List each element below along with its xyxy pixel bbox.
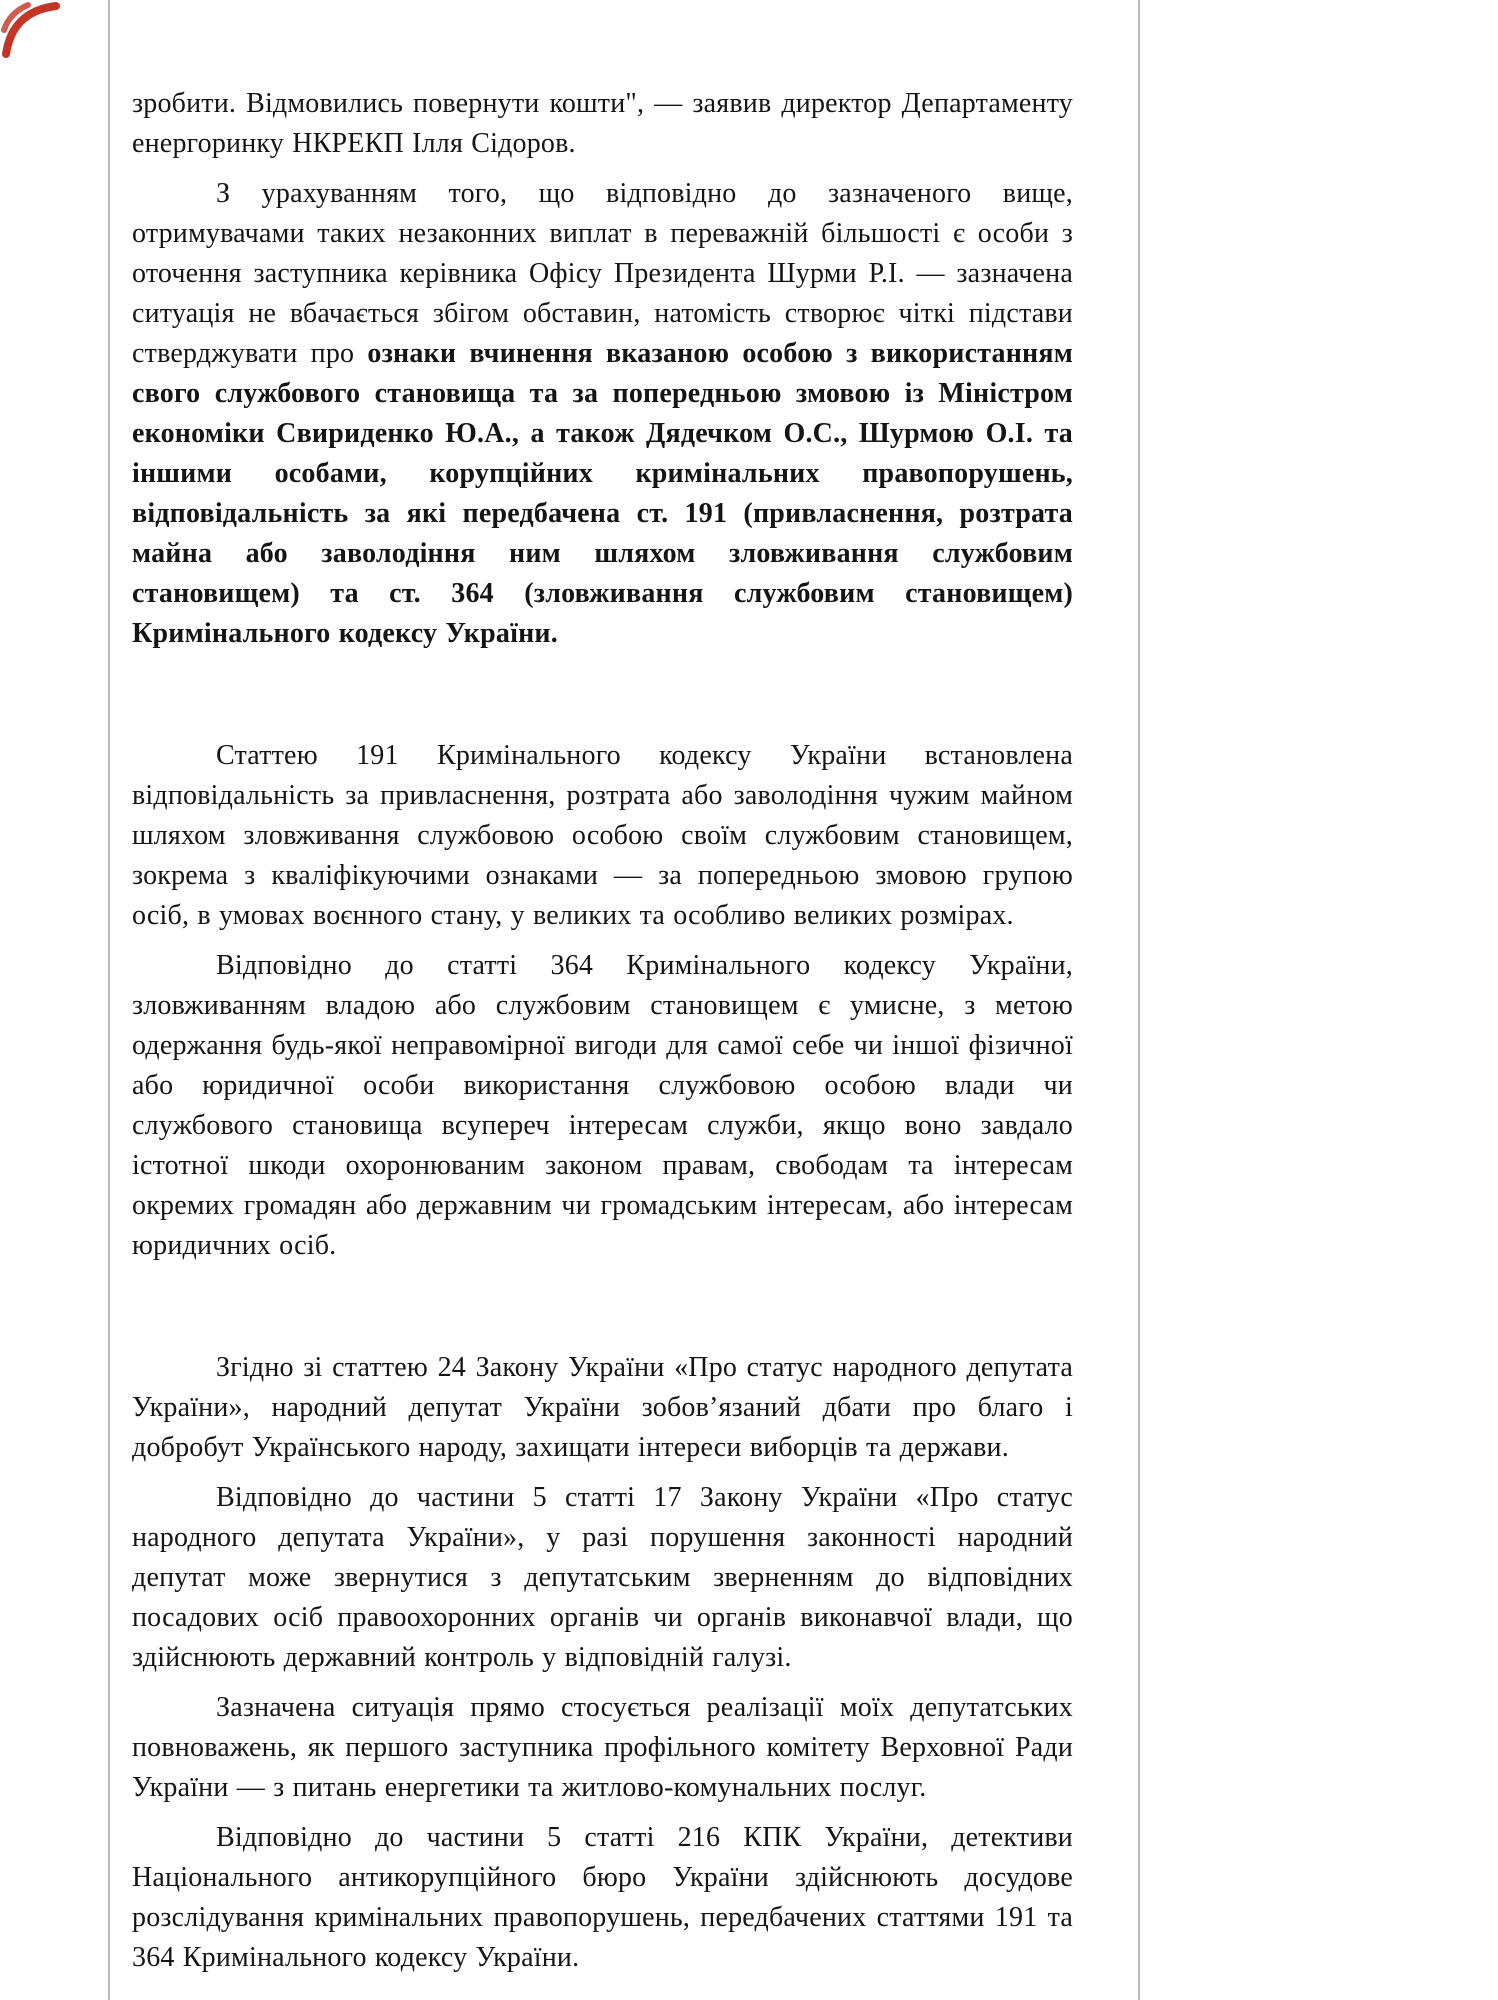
paragraph-text: зробити. Відмовились повернути кошти", — заявив директор Департаменту енергоринку НКРЕКП Ілля Сідоров. [132, 88, 1073, 159]
paragraph-deputy-powers [132, 1688, 1073, 1808]
scan-edge-line-right [1138, 0, 1140, 2000]
paragraph-law-status-article-17 [132, 1478, 1073, 1678]
paragraph-text: Відповідно до частини 5 статті 216 КПК України, детективи Національного антикорупційного бюро України здійснюють досудове розслідування кримінальних правопорушень, передбачених статтями 191 та 364 Кримінального кодексу України. [132, 1822, 1073, 1973]
paragraph-law-status-article-24 [132, 1348, 1073, 1468]
paragraph-text-bold: ознаки вчинення вказаною особою з використанням свого службового становища та за попередньою змовою із Міністром економіки Свириденко Ю.А., а також Дядечком О.С., Шурмою О.І. та іншими особами, корупційних кримінальних правопорушень, відповідальність за які передбачена ст. 191 (привласнення, розтрата майна або заволодіння ним шляхом зловживання службовим становищем) та ст. 364 (зловживання службовим становищем) Кримінального кодексу України. [132, 338, 1074, 649]
red-pen-mark [0, 0, 72, 58]
paragraph-article-364 [132, 946, 1073, 1266]
paragraph-allegation [132, 174, 1073, 654]
scan-edge-line-left [108, 0, 110, 2000]
paragraph-text: Статтею 191 Кримінального кодексу України встановлена відповідальність за привласнення, розтрата або заволодіння чужим майном шляхом зловживання службовою особою своїм службовим становищем, зокрема з кваліфікуючими ознаками — за попередньою змовою групою осіб, в умовах воєнного стану, у великих та особливо великих розмірах. [132, 740, 1073, 931]
paragraph-kpk-article-216 [132, 1818, 1073, 1978]
paragraph-text: Відповідно до частини 5 статті 17 Закону України «Про статус народного депутата України», у разі порушення законності народний депутат може звернутися з депутатським зверненням до відповідних посадових осіб правоохоронних органів чи органів виконавчої влади, що здійснюють державний контроль у відповідній галузі. [132, 1482, 1073, 1673]
paragraph-text: Згідно зі статтею 24 Закону України «Про статус народного депутата України», народний депутат України зобов’язаний дбати про благо і добробут Українського народу, захищати інтереси виборців та держави. [132, 1352, 1073, 1463]
document-body [132, 84, 1073, 1978]
paragraph-text: Зазначена ситуація прямо стосується реалізації моїх депутатських повноважень, як першого заступника профільного комітету Верховної Ради України — з питань енергетики та житлово-комунальних послуг. [132, 1692, 1073, 1803]
paragraph-article-191 [132, 736, 1073, 936]
paragraph-intro-continuation [132, 84, 1073, 164]
paragraph-text: З урахуванням того, що відповідно до зазначеного вище, отримувачами таких незаконних виплат в переважній більшості є особи з оточення заступника керівника Офісу Президента Шурми Р.І. — зазначена ситуація не вбачається збігом обставин, натомість створює чіткі підстави стверджувати про [132, 178, 1073, 369]
paragraph-text: Відповідно до статті 364 Кримінального кодексу України, зловживанням владою або службовим становищем є умисне, з метою одержання будь-якої неправомірної вигоди для самої себе чи іншої фізичної або юридичної особи використання службовою особою влади чи службового становища всупереч інтересам служби, якщо воно завдало істотної шкоди охоронюваним законом правам, свободам та інтересам окремих громадян або державним чи громадським інтересам, або інтересам юридичних осіб. [132, 950, 1073, 1261]
